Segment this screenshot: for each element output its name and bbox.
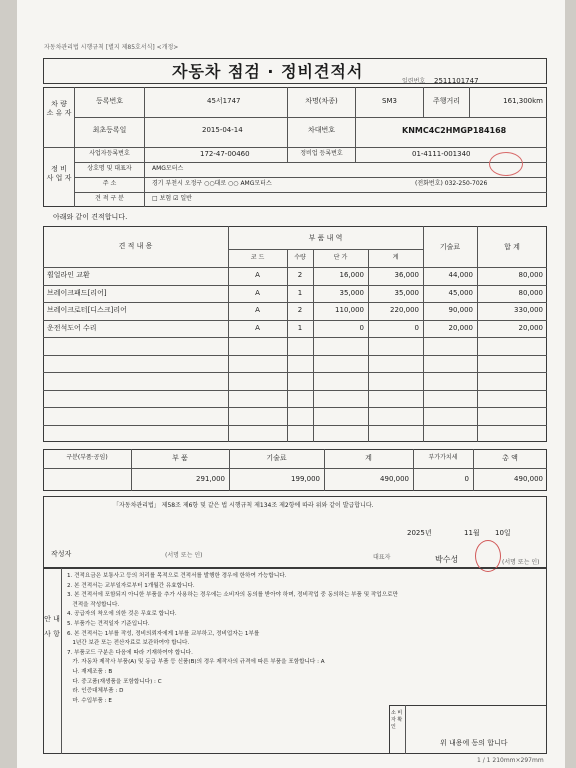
maint-reg-label: 정비업 등록번호 (300, 150, 343, 157)
mileage-label: 주행거리 (432, 97, 461, 105)
business-reg-label: 사업자등록번호 (89, 150, 130, 157)
summary-parts-label: 부 품 (172, 454, 188, 462)
row-labor: 45,000 (448, 288, 473, 297)
notice-item: 7. 부품코드 구분은 다음에 따라 기재하여야 합니다. (67, 649, 193, 656)
page-title: 자동차 점검 · 정비견적서 (172, 62, 364, 81)
col-code-header: 코 드 (250, 254, 265, 261)
consent-box-label: 소 비 자 확 인 (391, 710, 403, 730)
address-label: 주 소 (102, 180, 117, 187)
row-qty: 2 (297, 271, 303, 279)
mileage-value: 161,300km (503, 97, 543, 105)
address-value: 경기 부천시 오정구 ○○대로 ○○ AMG모터스 (152, 180, 272, 187)
row-unit-price: 110,000 (335, 306, 364, 314)
row-sum: 220,000 (390, 306, 419, 314)
manager-label: 대표자 (373, 554, 391, 561)
legal-text: 「자동차관리법」 제58조 제6항 및 같은 법 시행규칙 제134조 제2항에 따라 위와 같이 발급합니다. (113, 502, 374, 509)
col-total-header: 합 계 (504, 243, 520, 251)
business-reg-value: 172-47-00460 (200, 150, 250, 158)
row-item-name: 브레이크로터[디스크]리어 (47, 306, 127, 314)
row-code: A (255, 288, 260, 297)
summary-total-value: 490,000 (514, 475, 543, 483)
row-labor: 44,000 (448, 271, 473, 279)
notice-item: 견적을 작성합니다. (67, 601, 120, 608)
row-qty: 2 (297, 306, 303, 314)
company-seal-stamp (489, 152, 523, 176)
col-parts-header: 부 품 내 역 (308, 234, 343, 242)
col-labor-header: 기술료 (439, 243, 461, 251)
estimate-type-label: 견 적 구 분 (95, 195, 124, 202)
notice-item: 1년간 보관 또는 전산자료로 보관하여야 합니다. (67, 640, 190, 647)
notice-item: 5. 부품가는 견적일자 기준입니다. (67, 621, 150, 627)
summary-sum-value: 490,000 (380, 475, 409, 483)
row-total: 80,000 (518, 288, 543, 297)
maint-reg-value: 01-4111-001340 (412, 150, 471, 158)
car-model-label: 차명(차종) (305, 97, 338, 105)
row-labor: 90,000 (448, 306, 473, 314)
notice-item: 나. 재제조품 : B (67, 669, 113, 675)
row-labor: 20,000 (448, 323, 473, 332)
doc-number-value: 2511101747 (434, 77, 479, 85)
row-total: 80,000 (518, 271, 543, 279)
row-item-name: 브레이크패드[리어] (47, 288, 107, 297)
notice-item: 6. 본 견적서는 1부를 작성, 정비의뢰자에게 1부를 교부하고, 정비업자는 1부를 (67, 630, 260, 637)
notice-item: 3. 본 견적서에 포함되지 아니한 부품을 추가 사용하는 경우에는 소비자의 동의를 받아야 하며, 정비작업 중 동의하는 부품 및 작업으로만 (67, 592, 398, 599)
row-code: A (255, 323, 260, 332)
doc-number-label: 일련번호 (402, 78, 426, 85)
row-qty: 1 (297, 323, 303, 332)
manager-sign-note: (서명 또는 인) (502, 559, 540, 566)
business-name-value: AMG모터스 (152, 165, 184, 172)
first-reg-value: 2015-04-14 (202, 126, 243, 134)
manager-name: 박수성 (435, 555, 459, 564)
consent-text: 위 내용에 동의 합니다 (440, 739, 508, 747)
summary-sum-label: 계 (365, 454, 372, 462)
row-sum: 36,000 (394, 271, 419, 279)
summary-label: 구분(부품·공임) (66, 454, 108, 461)
vehicle-section-label: 차 량 소 유 자 (46, 100, 72, 118)
notice-side-label: 안 내 사 항 (44, 615, 60, 638)
writer-label: 작성자 (51, 550, 72, 558)
intro-text: 아래와 같이 견적합니다. (53, 213, 128, 221)
row-item-name: 운전석도어 수리 (47, 323, 97, 332)
business-name-label: 상호명 및 대표자 (87, 165, 132, 172)
date-day: 10일 (495, 529, 511, 537)
summary-labor-value: 199,000 (291, 475, 320, 483)
summary-labor-label: 기술료 (266, 454, 287, 462)
date-month: 11월 (464, 529, 480, 537)
summary-total-label: 총 액 (502, 454, 518, 462)
notice-item: 라. 인증대체부품 : D (67, 688, 124, 695)
car-model-value: SM3 (382, 97, 397, 105)
row-item-name: 휠얼라인 교환 (47, 271, 90, 279)
notice-item: 마. 수입부품 : E (67, 697, 112, 704)
notice-item: 다. 중고품(재생품을 포함합니다) : C (67, 678, 162, 685)
summary-vat-value: 0 (464, 475, 469, 483)
date-year: 2025년 (407, 529, 432, 537)
first-reg-label: 최초등록일 (92, 126, 127, 134)
notice-item: 1. 견적요금은 보통사고 등의 처리를 목적으로 견적서를 발행한 경우에 한하여 가능합니다. (67, 573, 287, 579)
reg-number-label: 등록번호 (95, 97, 124, 105)
row-qty: 1 (297, 288, 303, 297)
vin-value: KNMC4C2HMGP184168 (402, 126, 507, 135)
notice-item: 가. 자동차 제작사 부품(A) 및 동급 부품 등 신품(B)의 경우 제작사의 규격에 따른 부품을 포함합니다 : A (67, 659, 325, 666)
summary-parts-value: 291,000 (196, 475, 225, 483)
phone-value: (전화번호) 032-250-7026 (415, 180, 488, 187)
row-unit-price: 0 (359, 323, 364, 332)
col-unit-header: 단 가 (333, 254, 348, 261)
row-total: 20,000 (518, 323, 543, 332)
writer-sign-note: (서명 또는 인) (165, 552, 203, 559)
row-sum: 35,000 (394, 288, 419, 297)
row-unit-price: 16,000 (339, 271, 364, 279)
row-total: 330,000 (514, 306, 543, 314)
row-code: A (255, 271, 260, 279)
page-footer: 1 / 1 210mm×297mm (477, 757, 544, 764)
estimate-type-value: □ 보험 ☑ 일반 (152, 195, 192, 202)
row-code: A (255, 306, 260, 314)
col-sum-header: 계 (392, 254, 399, 261)
vin-label: 차대번호 (307, 126, 336, 134)
col-qty-header: 수량 (294, 254, 306, 261)
summary-vat-label: 부가가치세 (428, 454, 458, 461)
form-header-note: 자동차관리법 시행규칙 [별지 제85호서식] <개정> (44, 44, 179, 51)
notice-item: 4. 공급자의 착오에 의한 것은 무효로 합니다. (67, 611, 177, 618)
estimate-sheet (17, 0, 565, 768)
row-sum: 0 (414, 323, 419, 332)
col-item-header: 견 적 내 용 (118, 242, 153, 250)
reg-number-value: 45서1747 (207, 97, 241, 105)
notice-item: 2. 본 견적서는 교부일자로부터 1개월간 유효합니다. (67, 582, 195, 589)
business-section-label: 정 비 사 업 자 (46, 165, 72, 183)
row-unit-price: 35,000 (339, 288, 364, 297)
